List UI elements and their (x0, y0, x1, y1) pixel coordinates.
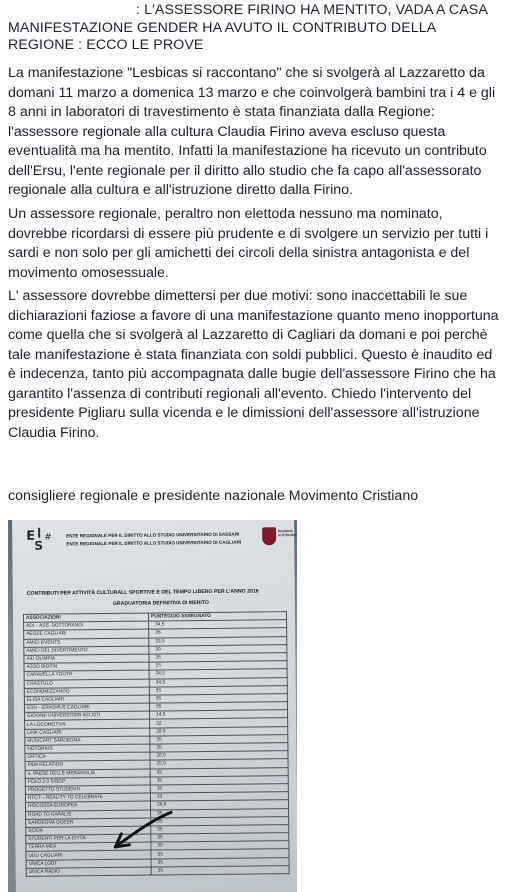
signature: consigliere regionale e presidente nazionale Movimento Cristiano (8, 488, 419, 504)
association-cell: AEGEE CAGLIARI (24, 629, 149, 638)
score-cell: 35 (151, 849, 289, 859)
regione-crest-icon (262, 527, 276, 545)
score-cell: 14,5 (150, 710, 288, 720)
document-paper (12, 520, 297, 892)
title-line-2: MANIFESTAZIONE GENDER HA AVUTO IL CONTRIBUTO DELLA (8, 19, 437, 36)
association-cell: ECONOMIZZANDO (24, 687, 149, 696)
association-cell: ELISA CAGLIARI (24, 695, 149, 704)
score-cell: 34,5 (149, 677, 287, 687)
document-title: CONTRIBUTI PER ATTIVITÀ CULTURALI, SPORTIVE E DEL TEMPO LIBERO PER L'ANNO 2016 (26, 588, 259, 597)
association-cell: RISCOSSA EUROPEA (25, 801, 150, 810)
table-row (26, 865, 289, 876)
score-cell: 25,5 (150, 759, 288, 769)
association-cell: LINK CAGLIARI (25, 728, 150, 737)
association-cell: ORTICA (25, 752, 150, 761)
crest-text: REGIONE AUTONOMA (278, 529, 297, 538)
post-title (8, 2, 498, 55)
association-cell: STUDENTI PER LA CITTÀ (26, 834, 151, 843)
ersu-logo-icon (24, 526, 58, 554)
score-cell: 35 (151, 865, 289, 875)
score-cell: 35 (151, 824, 289, 834)
score-cell: 29,5 (150, 726, 288, 736)
score-cell: 35 (149, 694, 287, 704)
document-subtitle: GRADUATORIA DEFINITIVA DI MERITO (112, 599, 209, 607)
association-cell: ASSO BIOTIN (24, 662, 149, 671)
column-header-association: ASSOCIAZIONI (23, 613, 148, 622)
association-cell: AID OLIMPIA (24, 654, 149, 663)
score-cell: 33,5 (149, 636, 287, 646)
association-cell: AMICI DEL DIVERTIMENTO (24, 646, 149, 655)
score-cell: 33 (150, 792, 288, 802)
score-cell: 30 (151, 841, 289, 851)
svg-text:E: E (26, 528, 36, 544)
association-cell: LA LOCOMOTIVA (25, 720, 150, 729)
paragraph-3: L' assessore dovrebbe dimettersi per due motivi: sono inaccettabili le sue dichiarazioni faziose a favore di una manifestazione quanto meno inopportuna come quella che si svolgerà al Lazzaretto di Cagliari da domani e poi perchè tale manifestazione è stata finanziata con soldi pubblici. Questo è inaudito ed è indecenza, tanto più accompagnata dalle bugie dell'assessore Firino che ha garantito l'assenza di contributi regionali all'evento. Chiedo l'intervento del presidente Pigliaru sulla vicenda e le dimissioni dell'assessore all'istruzione Claudia Firino. (8, 288, 499, 441)
document-photo[interactable] (8, 520, 297, 892)
association-cell: ADI – ASS. DOTTORANDI (24, 621, 149, 630)
score-cell: 26,5 (150, 751, 288, 761)
association-cell: CARAVELLA YOUTH (24, 670, 149, 679)
score-cell: 15 (149, 661, 287, 671)
association-cell: GIOVANI UNIVERSITARI ACLISTI (25, 711, 150, 720)
paragraph-1: La manifestazione "Lesbicas si raccontano" che si svolgerà al Lazzaretto da domani 11 marzo a domenica 13 marzo e che coinvolgerà bambini tra i 4 e gli 8 anni in laboratori di travestimento è stata finanziata dalla Regione: l'assessore regionale alla cultura Claudia Firino aveva escluso questa eventualità ma ha mentito. Infatti la manifestazione ha ricevuto un contributo dell'Ersu, l'ente regionale per il diritto allo studio che fa capo all'assessorato regionale alla cultura e all'istruzione diretto dalla Firino. (8, 65, 496, 198)
association-cell: ESN – ERASMUS CAGLIARI (24, 703, 149, 712)
score-cell: 35 (151, 808, 289, 818)
svg-text:#: # (44, 532, 52, 543)
hand-drawn-arrow-icon (107, 808, 178, 859)
score-cell: 35 (149, 685, 287, 695)
association-cell: SARDEGNA QUEER (26, 818, 151, 827)
score-cell: 35 (150, 767, 288, 777)
score-cell: 26,5 (150, 800, 288, 810)
score-cell: 35 (150, 743, 288, 753)
association-cell: NOTORIUS (25, 744, 150, 753)
association-cell: PROGETTO STUDENTI (25, 785, 150, 794)
title-line-1: : L'ASSESSORE FIRINO HA MENTITO, VADA A CASA (136, 2, 488, 18)
score-cell: 35 (150, 775, 288, 785)
association-cell: MUSICART SARDEGNA (25, 736, 150, 745)
score-cell: 34,5 (149, 620, 287, 630)
score-cell: 34,5 (149, 669, 287, 679)
association-cell: UNICA LGBT (26, 859, 151, 868)
score-cell: 32 (150, 718, 288, 728)
association-cell: RTCT – REALITY TO CELEBRATE (25, 793, 150, 802)
title-line-3: REGIONE : ECCO LE PROVE (8, 37, 204, 53)
score-cell: 35 (151, 833, 289, 843)
association-cell: CRASTULO (24, 679, 149, 688)
association-cell: TERRA MEA (26, 842, 151, 851)
score-cell: 35 (151, 816, 289, 826)
score-cell: 35 (149, 702, 287, 712)
header-line-2: ENTE REGIONALE PER IL DIRITTO ALLO STUDIO UNIVERSITARIO DI CAGLIARI (66, 539, 242, 547)
svg-text:S: S (34, 538, 44, 553)
score-cell: 35 (149, 653, 287, 663)
association-cell: IL PAESE DELLE MERAVIGLIE (25, 769, 150, 778)
association-cell: UDU CAGLIARI (26, 851, 151, 860)
score-cell: 30 (149, 644, 287, 654)
paragraph-2: Un assessore regionale, peraltro non elettoda nessuno ma nominato, dovrebbe ricordarsi di essere più prudente e di svolgere un servizio per tutti i sardi e non solo per gli amichetti dei circoli della sinistra antagonista e del movimento omosessuale. (8, 206, 489, 281)
association-cell: ROAD TO KARALIS (26, 810, 151, 819)
score-cell: 35 (150, 734, 288, 744)
association-cell: SCIDA (26, 826, 151, 835)
score-cell: 35 (151, 857, 289, 867)
score-cell: 35 (150, 784, 288, 794)
score-cell: 35 (149, 628, 287, 638)
association-cell: AMICI EVENTS (24, 638, 149, 647)
header-line-1: ENTE REGIONALE PER IL DIRITTO ALLO STUDIO UNIVERSITARIO DI SASSARI (66, 531, 240, 539)
association-cell: POLO 2.0 SISGP (25, 777, 150, 786)
column-header-score: PUNTEGGIO ASSEGNATO (148, 612, 286, 622)
association-cell: P&M RELATION (25, 760, 150, 769)
association-cell: UNICA RADIO (26, 867, 151, 876)
